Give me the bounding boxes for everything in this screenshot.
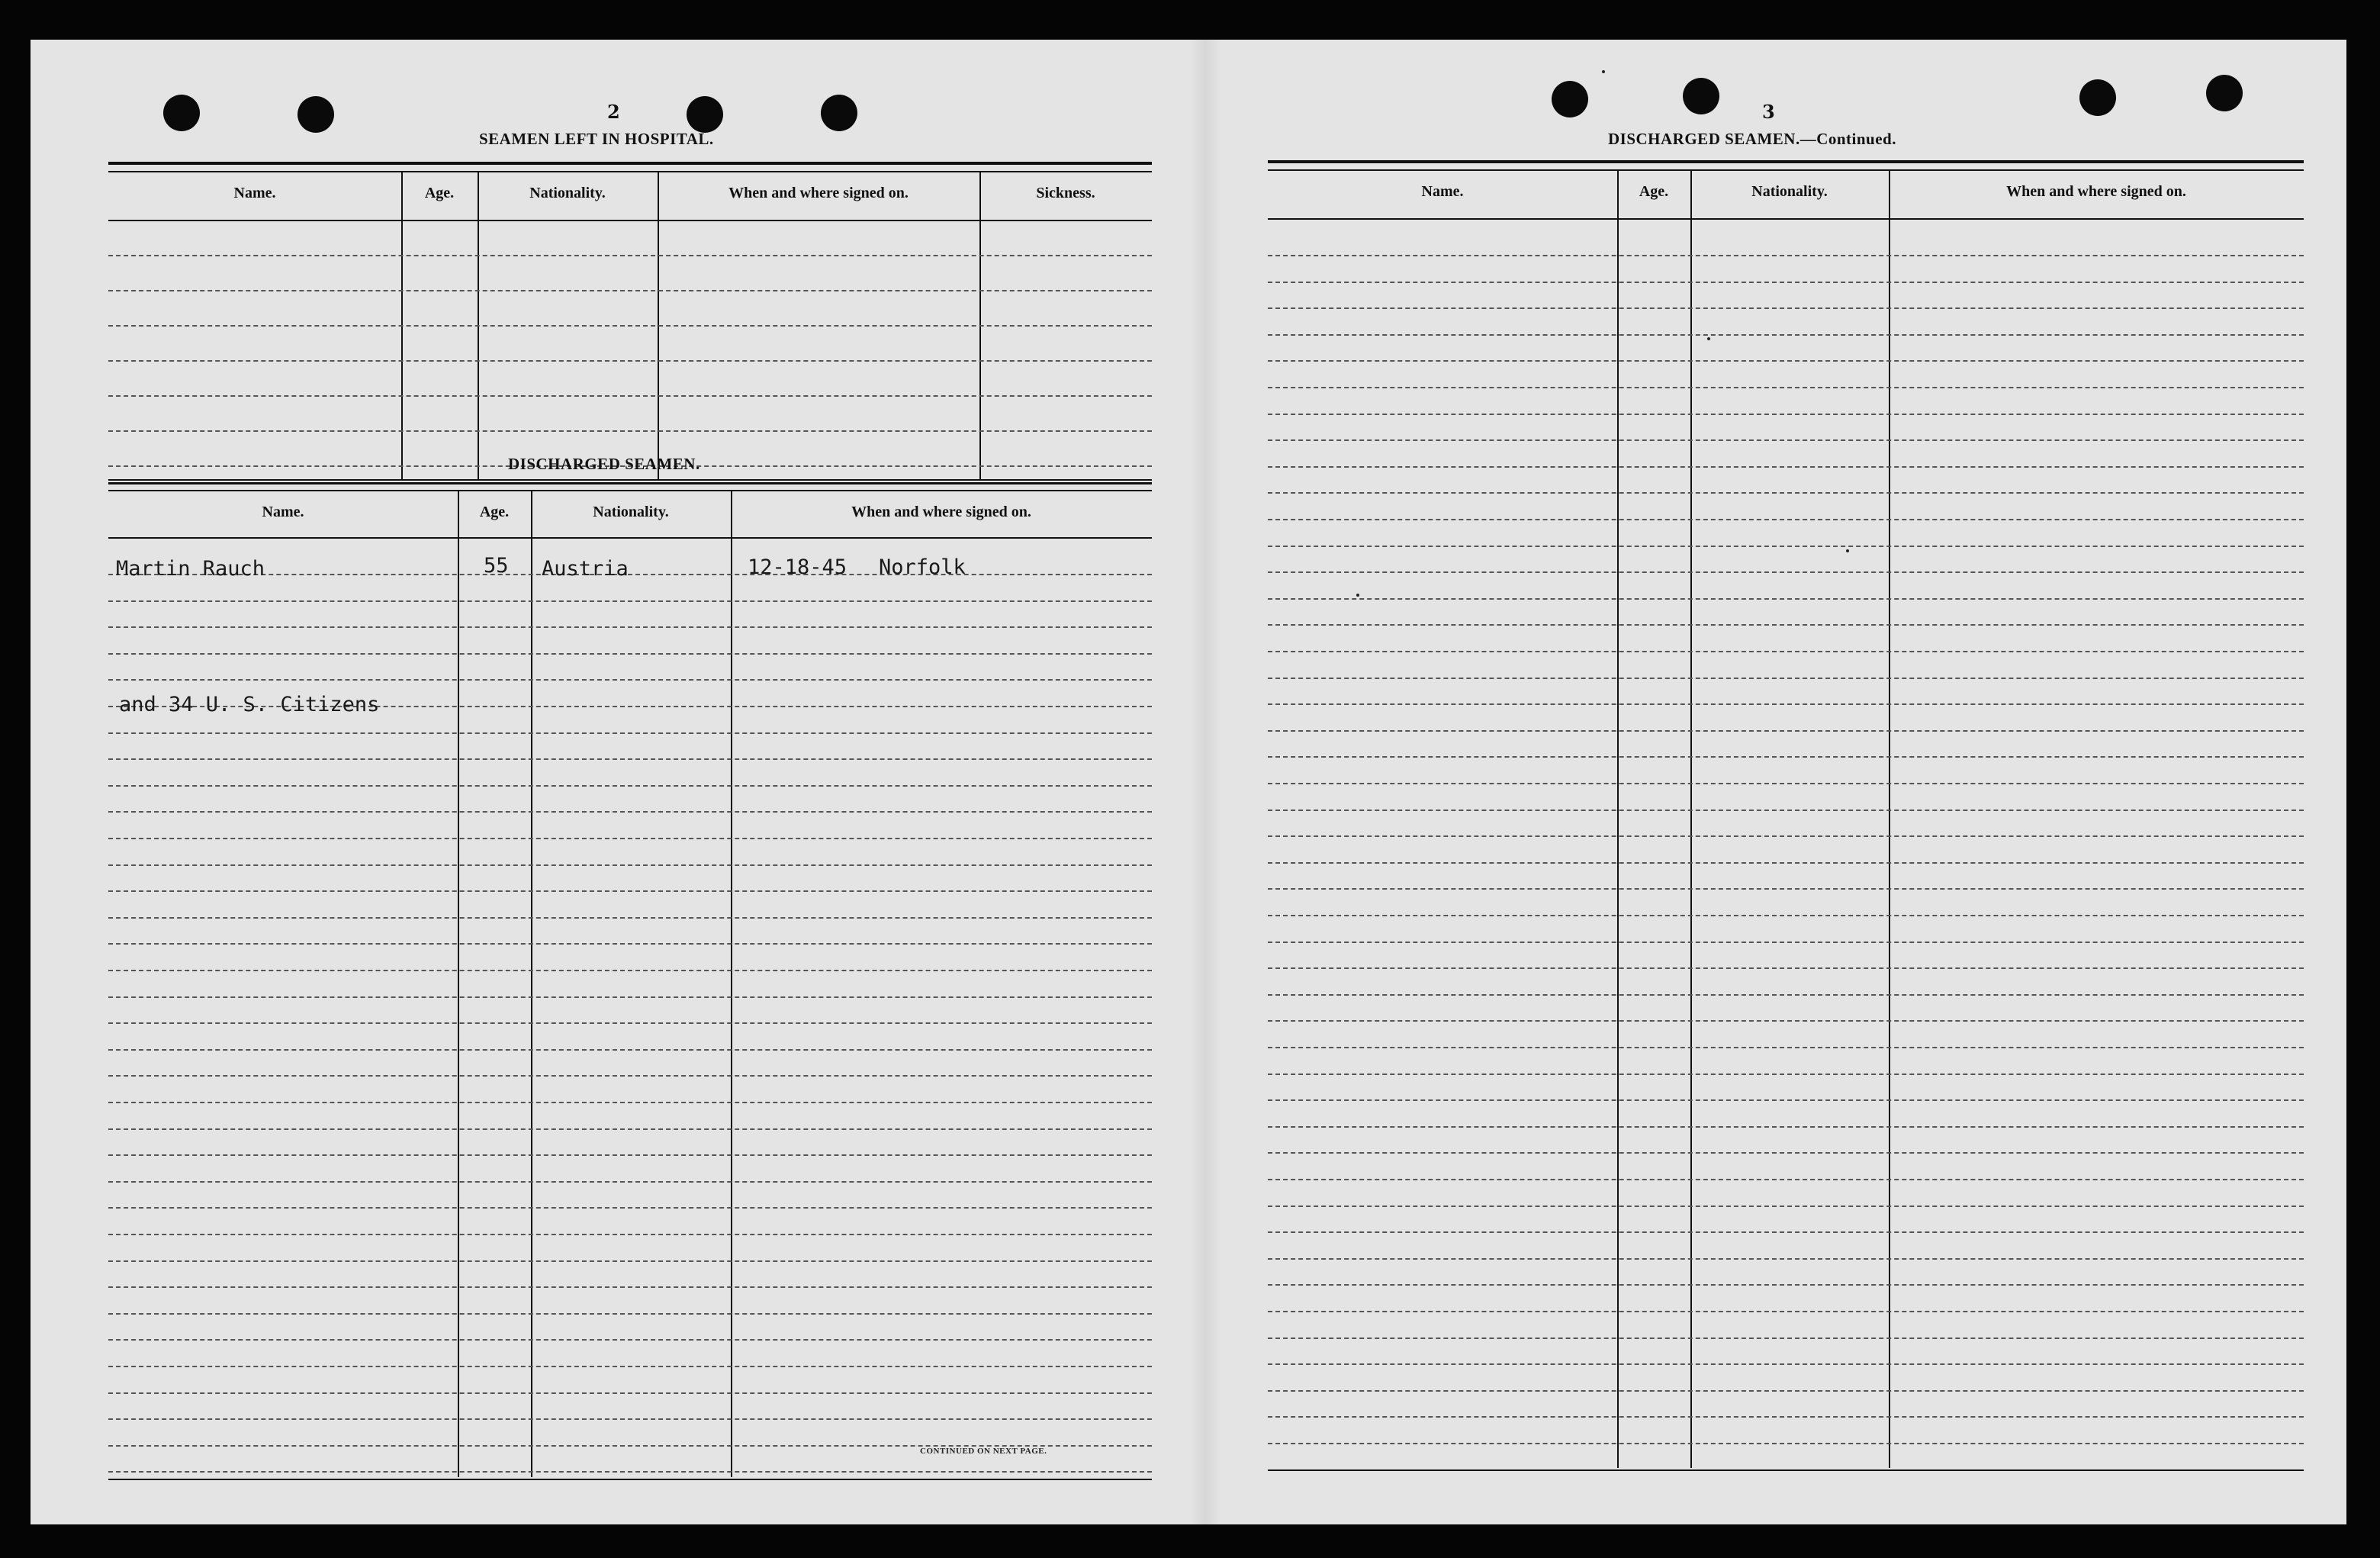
column-header-signed-on: When and where signed on.	[728, 185, 909, 201]
ruled-line	[108, 732, 1152, 734]
ruled-line	[1268, 888, 2304, 890]
ruled-line	[1268, 1074, 2304, 1075]
column-divider	[731, 490, 732, 1477]
entry-age: 55	[484, 554, 509, 578]
ruled-line	[108, 1128, 1152, 1130]
ruled-line	[1268, 1179, 2304, 1180]
header-rule	[108, 220, 1152, 221]
ruled-line	[1268, 1337, 2304, 1339]
ruled-line	[108, 785, 1152, 787]
ruled-line	[1268, 1284, 2304, 1286]
page-number: 3	[1762, 101, 1775, 123]
column-header-age: Age.	[1639, 183, 1669, 200]
paper-speck	[1846, 549, 1849, 552]
column-header-sickness: Sickness.	[1036, 185, 1095, 201]
column-header-name: Name.	[233, 185, 276, 201]
ruled-line	[1268, 255, 2304, 256]
ruled-line	[1268, 810, 2304, 811]
ruled-line	[1268, 1231, 2304, 1233]
ruled-line	[108, 838, 1152, 839]
table-rule	[1268, 169, 2304, 171]
ruled-line	[108, 1313, 1152, 1315]
column-header-age: Age.	[479, 504, 510, 520]
paper-speck	[1602, 70, 1605, 73]
ruled-line	[108, 1286, 1152, 1288]
column-header-age: Age.	[424, 185, 455, 201]
continued-footer: CONTINUED ON NEXT PAGE.	[920, 1447, 1047, 1456]
ruled-line	[108, 811, 1152, 813]
ruled-line	[108, 290, 1152, 291]
ruled-line	[108, 890, 1152, 892]
ruled-line	[108, 943, 1152, 945]
ruled-line	[108, 679, 1152, 681]
ruled-line	[1268, 730, 2304, 732]
ruled-line	[1268, 414, 2304, 415]
ruled-line	[1268, 1047, 2304, 1048]
ruled-line	[1268, 387, 2304, 388]
ruled-line	[1268, 967, 2304, 969]
punch-hole	[821, 95, 857, 131]
column-header-name: Name.	[1421, 183, 1464, 200]
table-rule	[108, 1479, 1152, 1480]
ruled-line	[108, 1260, 1152, 1262]
table-rule	[1268, 160, 2304, 163]
column-divider	[458, 490, 459, 1477]
ruled-line	[1268, 783, 2304, 784]
ruled-line	[1268, 651, 2304, 652]
ruled-line	[108, 325, 1152, 327]
column-divider	[1617, 169, 1619, 1468]
page-number: 2	[607, 101, 620, 123]
hospital-section-title: SEAMEN LEFT IN HOSPITAL.	[479, 130, 714, 148]
ruled-line	[108, 653, 1152, 655]
column-header-name: Name.	[262, 504, 304, 520]
citizens-note: and 34 U. S. Citizens	[119, 693, 380, 716]
ruled-line	[1268, 307, 2304, 309]
ruled-line	[108, 996, 1152, 998]
ruled-line	[108, 1471, 1152, 1473]
ruled-line	[1268, 439, 2304, 441]
ruled-line	[1268, 360, 2304, 362]
ruled-line	[108, 255, 1152, 256]
ruled-line	[1268, 942, 2304, 943]
ruled-line	[1268, 546, 2304, 547]
entry-place: Norfolk	[879, 555, 966, 579]
ruled-line	[1268, 1390, 2304, 1392]
punch-hole	[687, 96, 723, 133]
table-rule	[108, 490, 1152, 491]
ruled-line	[108, 430, 1152, 432]
ruled-line	[1268, 598, 2304, 600]
ruled-line	[1268, 703, 2304, 705]
ruled-line	[108, 1075, 1152, 1077]
column-header-signed-on: When and where signed on.	[2006, 183, 2186, 200]
table-rule	[108, 171, 1152, 172]
table-rule	[1268, 1469, 2304, 1471]
ruled-line	[1268, 624, 2304, 626]
punch-hole	[1552, 81, 1588, 117]
ruled-line	[1268, 1126, 2304, 1128]
column-divider	[1889, 169, 1890, 1468]
ruled-line	[1268, 1099, 2304, 1101]
ruled-line	[1268, 678, 2304, 679]
entry-nationality: Austria	[542, 557, 629, 581]
ruled-line	[108, 1339, 1152, 1341]
ruled-line	[1268, 466, 2304, 468]
ruled-line	[108, 1102, 1152, 1103]
discharged-section-title: DISCHARGED SEAMEN.	[508, 455, 700, 473]
column-divider	[531, 490, 532, 1477]
ruled-line	[108, 600, 1152, 602]
table-rule	[108, 162, 1152, 165]
ruled-line	[1268, 1443, 2304, 1444]
ruled-line	[108, 1234, 1152, 1235]
ruled-line	[108, 574, 1152, 575]
ruled-line	[1268, 1416, 2304, 1418]
ruled-line	[1268, 835, 2304, 837]
punch-hole	[2079, 79, 2116, 116]
column-divider	[1690, 169, 1692, 1468]
center-fold	[1190, 40, 1221, 1524]
table-rule	[108, 479, 1152, 481]
ruled-line	[1268, 756, 2304, 758]
ruled-line	[1268, 1311, 2304, 1312]
ruled-line	[108, 1022, 1152, 1024]
ruled-line	[1268, 519, 2304, 520]
column-header-signed-on: When and where signed on.	[851, 504, 1031, 520]
paper-speck	[1707, 337, 1710, 340]
punch-hole	[2206, 75, 2243, 111]
ruled-line	[108, 1154, 1152, 1156]
ruled-line	[108, 1366, 1152, 1367]
entry-date: 12-18-45	[748, 555, 847, 579]
ruled-line	[1268, 1363, 2304, 1365]
ruled-line	[1268, 994, 2304, 996]
ruled-line	[1268, 1206, 2304, 1207]
ruled-line	[108, 1049, 1152, 1051]
document-sheet	[31, 40, 2346, 1524]
ruled-line	[1268, 1152, 2304, 1154]
ruled-line	[108, 626, 1152, 628]
ruled-line	[108, 917, 1152, 919]
ruled-line	[108, 395, 1152, 397]
column-header-nationality: Nationality.	[529, 185, 606, 201]
punch-hole	[1683, 78, 1719, 114]
ruled-line	[108, 864, 1152, 866]
discharged-continued-title: DISCHARGED SEAMEN.—Continued.	[1608, 130, 1896, 148]
ruled-line	[1268, 334, 2304, 336]
entry-name: Martin Rauch	[116, 557, 265, 581]
ruled-line	[108, 360, 1152, 362]
ruled-line	[1268, 282, 2304, 283]
ruled-line	[1268, 862, 2304, 864]
column-header-nationality: Nationality.	[593, 504, 669, 520]
ruled-line	[108, 970, 1152, 971]
ruled-line	[1268, 571, 2304, 573]
ruled-line	[1268, 492, 2304, 494]
ruled-line	[108, 1181, 1152, 1183]
ruled-line	[108, 1207, 1152, 1209]
paper-speck	[1356, 594, 1359, 597]
ruled-line	[1268, 1258, 2304, 1260]
punch-hole	[298, 96, 334, 133]
punch-hole	[163, 95, 200, 131]
ruled-line	[108, 758, 1152, 760]
ruled-line	[1268, 1020, 2304, 1022]
column-header-nationality: Nationality.	[1751, 183, 1828, 200]
ruled-line	[108, 1392, 1152, 1394]
header-rule	[1268, 218, 2304, 220]
ruled-line	[1268, 915, 2304, 916]
table-rule	[108, 482, 1152, 484]
ruled-line	[108, 1418, 1152, 1420]
header-rule	[108, 537, 1152, 539]
